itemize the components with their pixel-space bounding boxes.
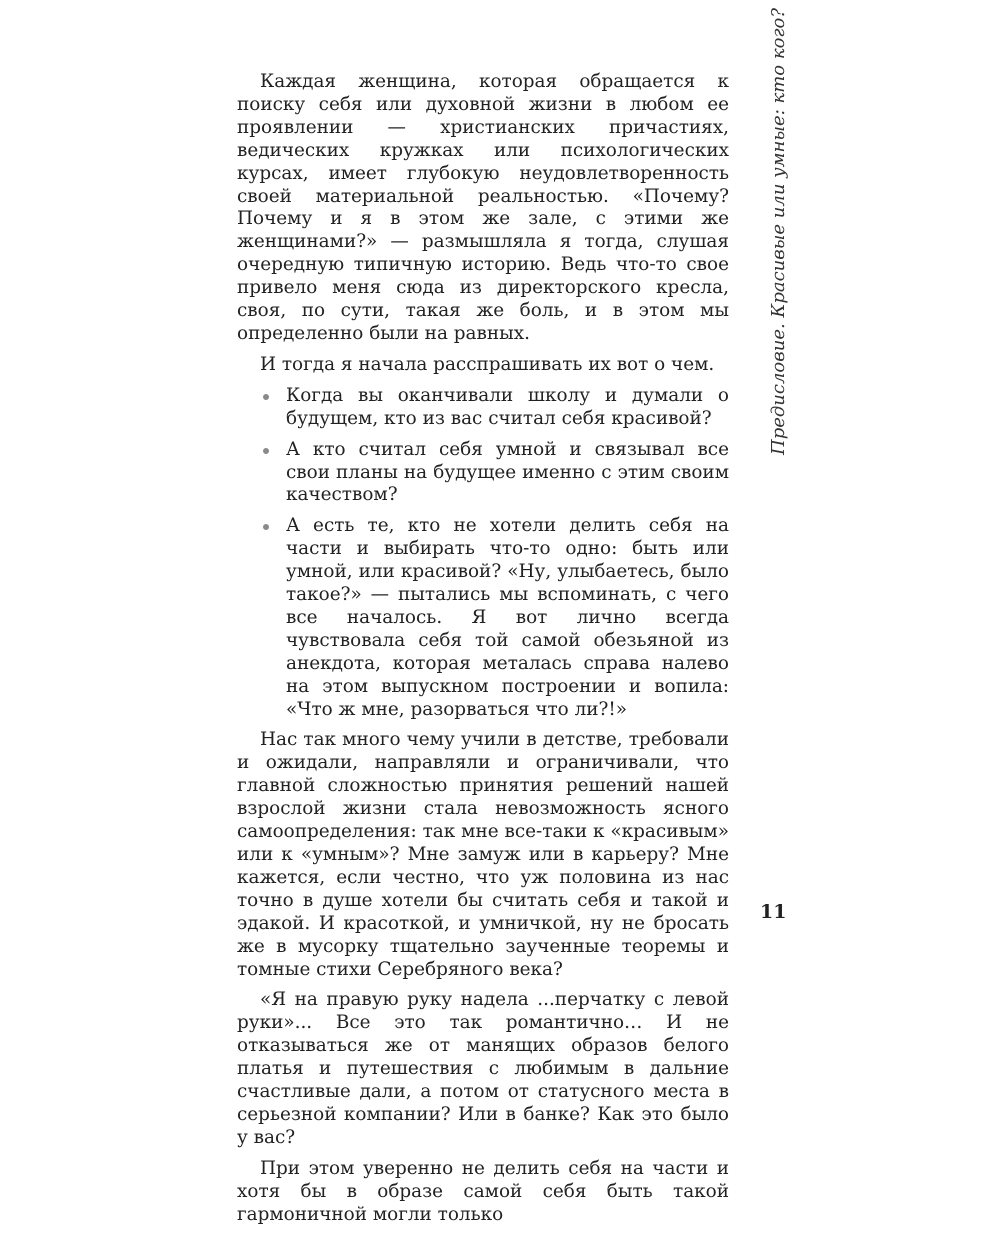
running-head [766,7,792,455]
bullet-item: А есть те, кто не хотели делить себя на части и выбирать что-то одно: быть или умной, или красивой? «Ну, улыбаетесь, было такое?» — пытались мы вспоминать, с чего все началось. Я вот лично всегда чувствовала себя той самой обезьяной из анекдота, которая металась справа налево на этом выпускном построении и вопила: «Что ж мне, разорваться что ли?!» [237,515,729,721]
running-head-text: Предисловие. Красивые или умные: кто кого? [768,7,789,455]
page-number: 11 [760,901,787,923]
paragraph: Нас так много чему учили в детстве, требовали и ожидали, направляли и ограничивали, что главной сложностью принятия решений нашей взрослой жизни стала невозможность ясного самоопределения: так мне все-таки к «красивым» или к «умным»? Мне замуж или в карьеру? Мне кажется, если честно, что уж половина из нас точно в душе хотели бы считать себя и такой и эдакой. И красоткой, и умничкой, ну не бросать же в мусорку тщательно заученные теоремы и томные стихи Серебряного века? [237,729,729,980]
paragraph: При этом уверенно не делить себя на части и хотя бы в образе самой себя быть такой гармоничной могли только [237,1157,729,1225]
body-text [237,71,729,1235]
bullet-item: А кто считал себя умной и связывал все свои планы на будущее именно с этим своим качеством? [237,439,729,508]
paragraph: «Я на правую руку надела ...перчатку с левой руки»... Все это так романтично… И не отказываться же от манящих образов белого платья и путешествия с любимым в дальние счастливые дали, а потом от статусного места в серьезной компании? Или в банке? Как это было у вас? [237,989,729,1148]
paragraph: Каждая женщина, которая обращается к поиску себя или духовной жизни в любом ее проявлении — христианских причастиях, ведических кружках или психологических курсах, имеет глубокую неудовлетворенность своей материальной реальностью. «Почему? Почему и я в этом же зале, с этими же женщинами?» — размышляла я тогда, слушая очередную типичную историю. Ведь что-то свое привело меня сюда из директорского кресла, своя, по сути, такая же боль, и в этом мы определенно были на равных. [237,71,729,344]
bullet-item: Когда вы оканчивали школу и думали о будущем, кто из вас считал себя красивой? [237,385,729,431]
bullet-list [237,385,729,722]
paragraph: И тогда я начала расспрашивать их вот о чем. [260,353,715,375]
